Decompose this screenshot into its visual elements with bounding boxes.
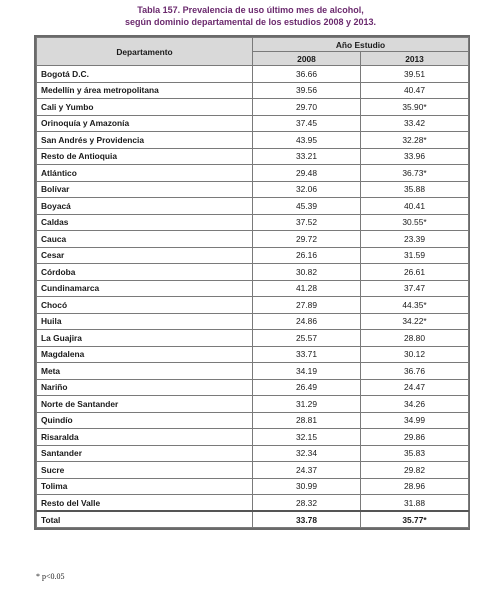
table-row <box>37 181 469 198</box>
row-departamento: Caldas <box>37 214 253 231</box>
data-table-container <box>34 35 470 530</box>
row-value-2008: 32.06 <box>253 181 361 198</box>
row-value-2013: 29.82 <box>361 462 469 479</box>
row-value-2013: 30.55* <box>361 214 469 231</box>
row-value-2008: 24.37 <box>253 462 361 479</box>
row-departamento: Córdoba <box>37 264 253 281</box>
row-value-2013: 35.88 <box>361 181 469 198</box>
row-value-2013: 31.88 <box>361 495 469 512</box>
table-row <box>37 429 469 446</box>
row-value-2008: 34.19 <box>253 363 361 380</box>
row-value-2008: 25.57 <box>253 330 361 347</box>
table-row <box>37 330 469 347</box>
row-departamento: Magdalena <box>37 346 253 363</box>
row-value-2013: 40.47 <box>361 82 469 99</box>
row-value-2013: 30.12 <box>361 346 469 363</box>
row-value-2013: 33.42 <box>361 115 469 132</box>
table-row <box>37 495 469 512</box>
table-row <box>37 396 469 413</box>
row-departamento: Resto de Antioquia <box>37 148 253 165</box>
row-value-2013: 28.96 <box>361 478 469 495</box>
row-value-2008: 27.89 <box>253 297 361 314</box>
row-departamento: Cesar <box>37 247 253 264</box>
table-row <box>37 478 469 495</box>
row-departamento: Chocó <box>37 297 253 314</box>
header-departamento: Departamento <box>37 38 253 66</box>
table-row <box>37 445 469 462</box>
row-value-2008: 32.34 <box>253 445 361 462</box>
row-departamento: Sucre <box>37 462 253 479</box>
row-value-2013: 28.80 <box>361 330 469 347</box>
table-row <box>37 346 469 363</box>
row-value-2008: 39.56 <box>253 82 361 99</box>
row-value-2013: 36.73* <box>361 165 469 182</box>
row-value-2008: 29.70 <box>253 99 361 116</box>
row-departamento: Cali y Yumbo <box>37 99 253 116</box>
table-title-line-2: según dominio departamental de los estudios 2008 y 2013. <box>124 17 377 27</box>
row-value-2013: 44.35* <box>361 297 469 314</box>
header-year-2013: 2013 <box>361 52 469 66</box>
row-departamento: Norte de Santander <box>37 396 253 413</box>
table-row <box>37 198 469 215</box>
row-departamento: Resto del Valle <box>37 495 253 512</box>
row-value-2013: 35.83 <box>361 445 469 462</box>
row-value-2008: 26.49 <box>253 379 361 396</box>
header-year-2008: 2008 <box>253 52 361 66</box>
row-value-2013: 34.99 <box>361 412 469 429</box>
row-value-2008: 30.99 <box>253 478 361 495</box>
row-departamento: Cundinamarca <box>37 280 253 297</box>
row-departamento: Bolívar <box>37 181 253 198</box>
table-row <box>37 66 469 83</box>
row-value-2008: 29.48 <box>253 165 361 182</box>
row-value-2008: 32.15 <box>253 429 361 446</box>
total-row <box>37 511 469 528</box>
table-row <box>37 412 469 429</box>
row-value-2013: 34.22* <box>361 313 469 330</box>
row-value-2013: 40.41 <box>361 198 469 215</box>
table-row <box>37 231 469 248</box>
table-title-line-1: Tabla 157. Prevalencia de uso último mes de alcohol, <box>137 5 364 15</box>
row-value-2013: 37.47 <box>361 280 469 297</box>
row-value-2008: 33.71 <box>253 346 361 363</box>
row-departamento: Cauca <box>37 231 253 248</box>
table-row <box>37 313 469 330</box>
total-value-2008: 33.78 <box>253 511 361 528</box>
table-row <box>37 363 469 380</box>
table-row <box>37 264 469 281</box>
table-row <box>37 99 469 116</box>
row-value-2008: 31.29 <box>253 396 361 413</box>
row-value-2008: 41.28 <box>253 280 361 297</box>
footnote: * p<0.05 <box>36 572 65 581</box>
row-departamento: Orinoquía y Amazonía <box>37 115 253 132</box>
table-row <box>37 115 469 132</box>
row-departamento: Meta <box>37 363 253 380</box>
row-departamento: Quindío <box>37 412 253 429</box>
row-departamento: Santander <box>37 445 253 462</box>
table-row <box>37 297 469 314</box>
row-departamento: San Andrés y Providencia <box>37 132 253 149</box>
row-value-2013: 33.96 <box>361 148 469 165</box>
row-departamento: Tolima <box>37 478 253 495</box>
table-title <box>0 4 501 28</box>
prevalence-table <box>36 37 469 528</box>
row-departamento: Bogotá D.C. <box>37 66 253 83</box>
row-value-2008: 45.39 <box>253 198 361 215</box>
row-departamento: Huila <box>37 313 253 330</box>
row-value-2013: 34.26 <box>361 396 469 413</box>
row-value-2013: 39.51 <box>361 66 469 83</box>
total-value-2013: 35.77* <box>361 511 469 528</box>
table-row <box>37 82 469 99</box>
table-row <box>37 148 469 165</box>
row-value-2008: 37.45 <box>253 115 361 132</box>
row-departamento: Medellín y área metropolitana <box>37 82 253 99</box>
row-value-2008: 33.21 <box>253 148 361 165</box>
table-row <box>37 462 469 479</box>
header-ano-estudio: Año Estudio <box>253 38 469 52</box>
row-departamento: Boyacá <box>37 198 253 215</box>
row-value-2013: 24.47 <box>361 379 469 396</box>
row-departamento: Atlántico <box>37 165 253 182</box>
table-row <box>37 132 469 149</box>
total-label: Total <box>37 511 253 528</box>
row-value-2013: 23.39 <box>361 231 469 248</box>
table-row <box>37 165 469 182</box>
row-value-2008: 26.16 <box>253 247 361 264</box>
row-value-2013: 26.61 <box>361 264 469 281</box>
row-value-2013: 36.76 <box>361 363 469 380</box>
row-departamento: Risaralda <box>37 429 253 446</box>
table-row <box>37 214 469 231</box>
row-value-2013: 31.59 <box>361 247 469 264</box>
row-value-2008: 36.66 <box>253 66 361 83</box>
row-value-2008: 37.52 <box>253 214 361 231</box>
row-departamento: La Guajira <box>37 330 253 347</box>
row-value-2013: 32.28* <box>361 132 469 149</box>
table-row <box>37 379 469 396</box>
row-value-2013: 35.90* <box>361 99 469 116</box>
row-value-2008: 28.32 <box>253 495 361 512</box>
row-value-2008: 29.72 <box>253 231 361 248</box>
row-value-2008: 30.82 <box>253 264 361 281</box>
row-value-2008: 28.81 <box>253 412 361 429</box>
row-departamento: Nariño <box>37 379 253 396</box>
table-row <box>37 247 469 264</box>
table-row <box>37 280 469 297</box>
row-value-2013: 29.86 <box>361 429 469 446</box>
row-value-2008: 43.95 <box>253 132 361 149</box>
row-value-2008: 24.86 <box>253 313 361 330</box>
